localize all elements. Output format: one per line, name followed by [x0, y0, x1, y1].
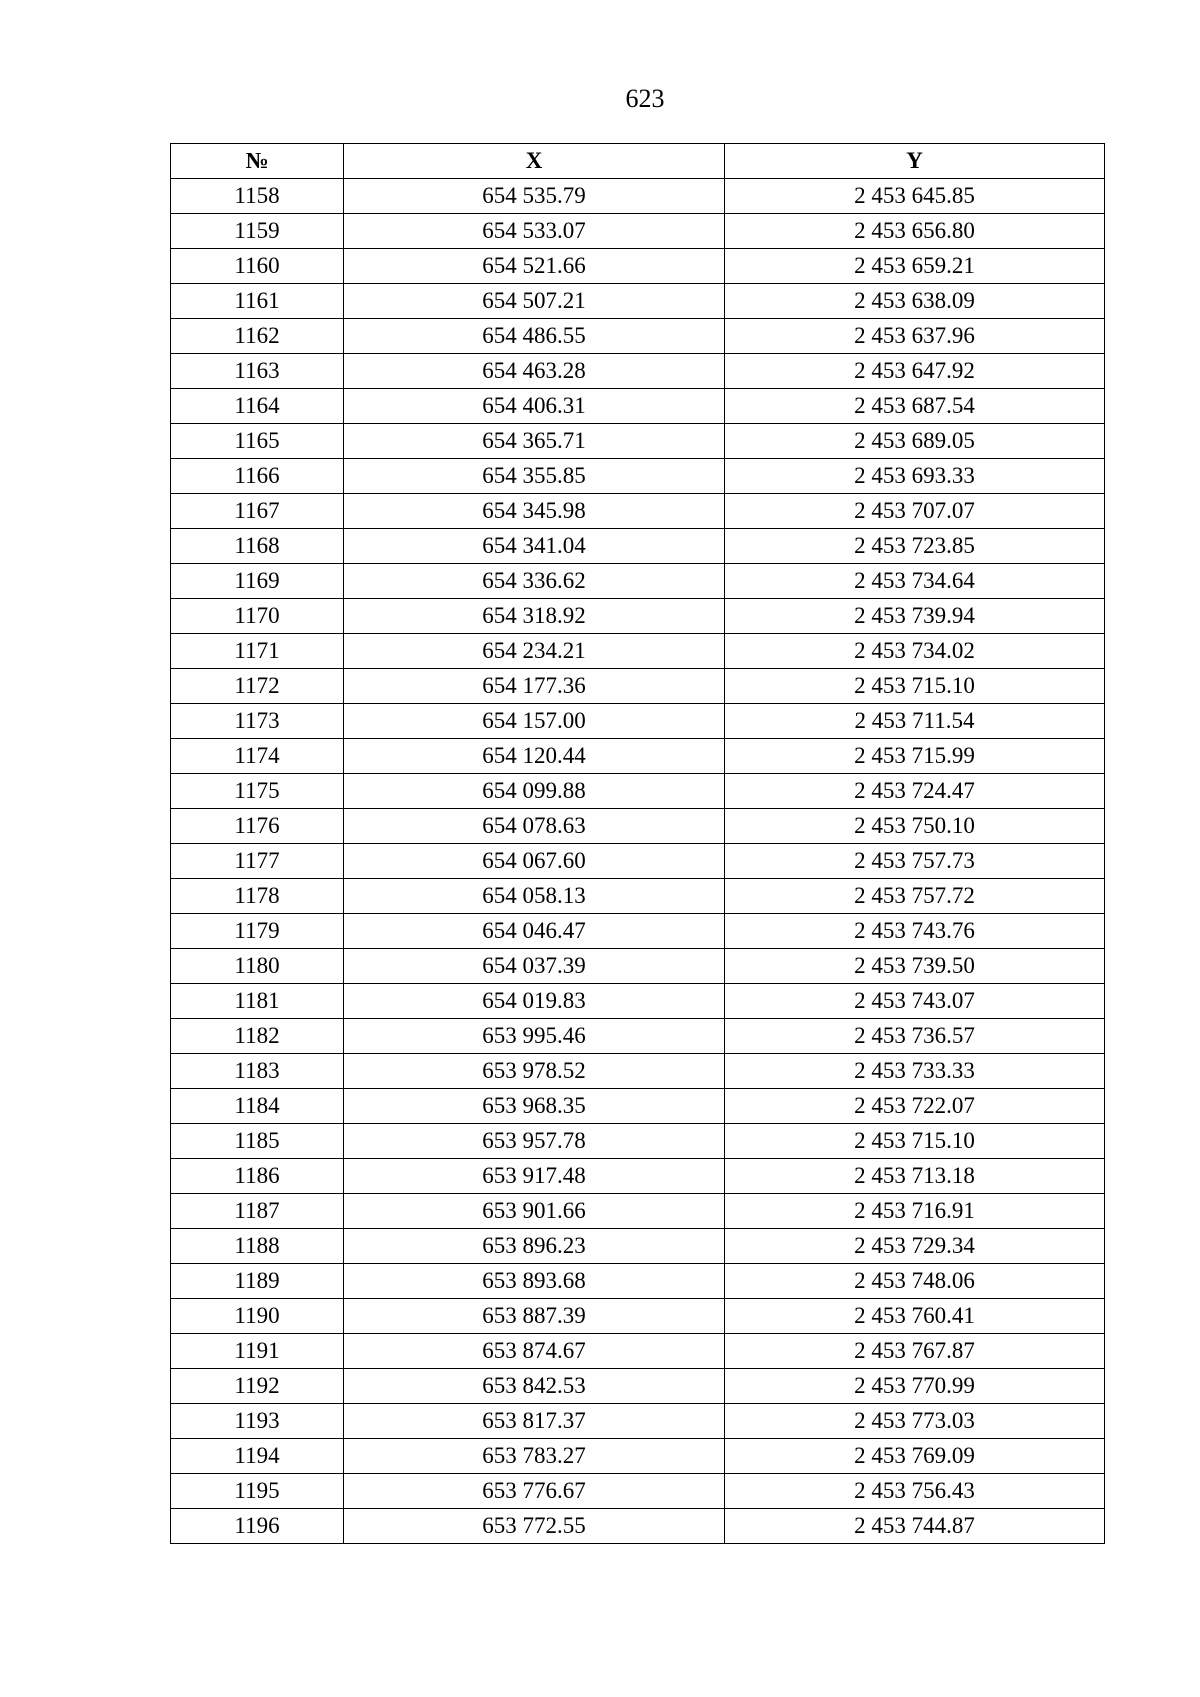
- cell-y: 2 453 716.91: [725, 1194, 1105, 1229]
- cell-number: 1182: [171, 1019, 344, 1054]
- cell-y: 2 453 715.10: [725, 1124, 1105, 1159]
- cell-y: 2 453 743.07: [725, 984, 1105, 1019]
- cell-x: 653 968.35: [344, 1089, 725, 1124]
- cell-number: 1194: [171, 1439, 344, 1474]
- cell-number: 1159: [171, 214, 344, 249]
- table-row: [171, 424, 1105, 459]
- cell-number: 1185: [171, 1124, 344, 1159]
- cell-y: 2 453 638.09: [725, 284, 1105, 319]
- cell-number: 1161: [171, 284, 344, 319]
- cell-y: 2 453 743.76: [725, 914, 1105, 949]
- cell-y: 2 453 656.80: [725, 214, 1105, 249]
- table-row: [171, 984, 1105, 1019]
- cell-y: 2 453 687.54: [725, 389, 1105, 424]
- cell-number: 1175: [171, 774, 344, 809]
- cell-x: 654 486.55: [344, 319, 725, 354]
- cell-y: 2 453 770.99: [725, 1369, 1105, 1404]
- cell-number: 1174: [171, 739, 344, 774]
- table-row: [171, 739, 1105, 774]
- table-row: [171, 634, 1105, 669]
- cell-x: 654 336.62: [344, 564, 725, 599]
- table-row: [171, 1334, 1105, 1369]
- cell-y: 2 453 723.85: [725, 529, 1105, 564]
- cell-x: 654 078.63: [344, 809, 725, 844]
- cell-x: 654 046.47: [344, 914, 725, 949]
- cell-x: 654 341.04: [344, 529, 725, 564]
- cell-x: 654 355.85: [344, 459, 725, 494]
- cell-x: 653 783.27: [344, 1439, 725, 1474]
- cell-y: 2 453 760.41: [725, 1299, 1105, 1334]
- cell-number: 1173: [171, 704, 344, 739]
- table-row: [171, 1089, 1105, 1124]
- cell-x: 654 406.31: [344, 389, 725, 424]
- table-row: [171, 1509, 1105, 1544]
- table-row: [171, 669, 1105, 704]
- table-row: [171, 879, 1105, 914]
- cell-number: 1166: [171, 459, 344, 494]
- table-row: [171, 1229, 1105, 1264]
- table-body: [171, 179, 1105, 1544]
- column-header-x: X: [344, 144, 725, 179]
- cell-number: 1177: [171, 844, 344, 879]
- cell-y: 2 453 729.34: [725, 1229, 1105, 1264]
- cell-number: 1160: [171, 249, 344, 284]
- cell-x: 654 037.39: [344, 949, 725, 984]
- cell-x: 654 533.07: [344, 214, 725, 249]
- cell-x: 653 893.68: [344, 1264, 725, 1299]
- cell-y: 2 453 689.05: [725, 424, 1105, 459]
- table-row: [171, 284, 1105, 319]
- table-row: [171, 214, 1105, 249]
- cell-x: 653 978.52: [344, 1054, 725, 1089]
- table-row: [171, 249, 1105, 284]
- cell-x: 654 120.44: [344, 739, 725, 774]
- table-row: [171, 1124, 1105, 1159]
- table-row: [171, 354, 1105, 389]
- cell-x: 653 901.66: [344, 1194, 725, 1229]
- column-header-number: №: [171, 144, 344, 179]
- table-row: [171, 1369, 1105, 1404]
- cell-y: 2 453 750.10: [725, 809, 1105, 844]
- cell-x: 654 345.98: [344, 494, 725, 529]
- cell-number: 1165: [171, 424, 344, 459]
- cell-y: 2 453 722.07: [725, 1089, 1105, 1124]
- cell-y: 2 453 715.99: [725, 739, 1105, 774]
- coordinates-table: [170, 143, 1105, 1544]
- cell-y: 2 453 707.07: [725, 494, 1105, 529]
- cell-x: 654 234.21: [344, 634, 725, 669]
- column-header-y: Y: [725, 144, 1105, 179]
- table-row: [171, 564, 1105, 599]
- cell-number: 1191: [171, 1334, 344, 1369]
- cell-number: 1180: [171, 949, 344, 984]
- cell-y: 2 453 647.92: [725, 354, 1105, 389]
- cell-y: 2 453 757.72: [725, 879, 1105, 914]
- cell-x: 653 887.39: [344, 1299, 725, 1334]
- cell-y: 2 453 734.64: [725, 564, 1105, 599]
- cell-number: 1186: [171, 1159, 344, 1194]
- cell-y: 2 453 739.94: [725, 599, 1105, 634]
- cell-y: 2 453 757.73: [725, 844, 1105, 879]
- cell-x: 653 874.67: [344, 1334, 725, 1369]
- cell-number: 1184: [171, 1089, 344, 1124]
- cell-number: 1190: [171, 1299, 344, 1334]
- table-row: [171, 529, 1105, 564]
- cell-x: 654 463.28: [344, 354, 725, 389]
- cell-x: 654 318.92: [344, 599, 725, 634]
- cell-x: 653 842.53: [344, 1369, 725, 1404]
- cell-y: 2 453 733.33: [725, 1054, 1105, 1089]
- cell-x: 654 535.79: [344, 179, 725, 214]
- table-row: [171, 1404, 1105, 1439]
- cell-number: 1163: [171, 354, 344, 389]
- cell-x: 653 917.48: [344, 1159, 725, 1194]
- cell-number: 1162: [171, 319, 344, 354]
- cell-x: 654 521.66: [344, 249, 725, 284]
- cell-number: 1168: [171, 529, 344, 564]
- table-row: [171, 1159, 1105, 1194]
- cell-number: 1179: [171, 914, 344, 949]
- page-number: 623: [625, 84, 665, 113]
- table-row: [171, 319, 1105, 354]
- cell-x: 654 019.83: [344, 984, 725, 1019]
- cell-x: 654 365.71: [344, 424, 725, 459]
- cell-number: 1158: [171, 179, 344, 214]
- table-row: [171, 599, 1105, 634]
- table-row: [171, 949, 1105, 984]
- table-row: [171, 1264, 1105, 1299]
- table-row: [171, 1439, 1105, 1474]
- cell-x: 654 099.88: [344, 774, 725, 809]
- table-row: [171, 914, 1105, 949]
- cell-y: 2 453 769.09: [725, 1439, 1105, 1474]
- cell-number: 1167: [171, 494, 344, 529]
- cell-number: 1170: [171, 599, 344, 634]
- table-row: [171, 389, 1105, 424]
- cell-x: 653 817.37: [344, 1404, 725, 1439]
- cell-x: 653 896.23: [344, 1229, 725, 1264]
- cell-y: 2 453 693.33: [725, 459, 1105, 494]
- cell-x: 654 177.36: [344, 669, 725, 704]
- cell-y: 2 453 645.85: [725, 179, 1105, 214]
- cell-y: 2 453 713.18: [725, 1159, 1105, 1194]
- cell-x: 654 067.60: [344, 844, 725, 879]
- cell-y: 2 453 756.43: [725, 1474, 1105, 1509]
- cell-number: 1196: [171, 1509, 344, 1544]
- cell-x: 653 772.55: [344, 1509, 725, 1544]
- cell-number: 1195: [171, 1474, 344, 1509]
- cell-x: 653 995.46: [344, 1019, 725, 1054]
- cell-y: 2 453 734.02: [725, 634, 1105, 669]
- cell-number: 1187: [171, 1194, 344, 1229]
- table-row: [171, 1194, 1105, 1229]
- table-row: [171, 809, 1105, 844]
- cell-number: 1183: [171, 1054, 344, 1089]
- cell-y: 2 453 637.96: [725, 319, 1105, 354]
- cell-number: 1178: [171, 879, 344, 914]
- cell-x: 653 776.67: [344, 1474, 725, 1509]
- cell-y: 2 453 736.57: [725, 1019, 1105, 1054]
- table-row: [171, 704, 1105, 739]
- table-row: [171, 179, 1105, 214]
- cell-number: 1193: [171, 1404, 344, 1439]
- table-row: [171, 1054, 1105, 1089]
- cell-number: 1172: [171, 669, 344, 704]
- cell-number: 1171: [171, 634, 344, 669]
- cell-x: 654 058.13: [344, 879, 725, 914]
- table-row: [171, 774, 1105, 809]
- cell-number: 1176: [171, 809, 344, 844]
- cell-number: 1189: [171, 1264, 344, 1299]
- cell-number: 1169: [171, 564, 344, 599]
- table-row: [171, 459, 1105, 494]
- cell-y: 2 453 739.50: [725, 949, 1105, 984]
- cell-y: 2 453 773.03: [725, 1404, 1105, 1439]
- cell-number: 1188: [171, 1229, 344, 1264]
- cell-number: 1181: [171, 984, 344, 1019]
- table-row: [171, 1019, 1105, 1054]
- table-row: [171, 1299, 1105, 1334]
- cell-y: 2 453 748.06: [725, 1264, 1105, 1299]
- table-row: [171, 844, 1105, 879]
- cell-y: 2 453 711.54: [725, 704, 1105, 739]
- table-row: [171, 1474, 1105, 1509]
- cell-x: 653 957.78: [344, 1124, 725, 1159]
- cell-x: 654 157.00: [344, 704, 725, 739]
- cell-number: 1192: [171, 1369, 344, 1404]
- cell-number: 1164: [171, 389, 344, 424]
- cell-y: 2 453 744.87: [725, 1509, 1105, 1544]
- cell-y: 2 453 767.87: [725, 1334, 1105, 1369]
- table-row: [171, 494, 1105, 529]
- cell-y: 2 453 659.21: [725, 249, 1105, 284]
- cell-y: 2 453 724.47: [725, 774, 1105, 809]
- table-header-row: [171, 144, 1105, 179]
- cell-y: 2 453 715.10: [725, 669, 1105, 704]
- cell-x: 654 507.21: [344, 284, 725, 319]
